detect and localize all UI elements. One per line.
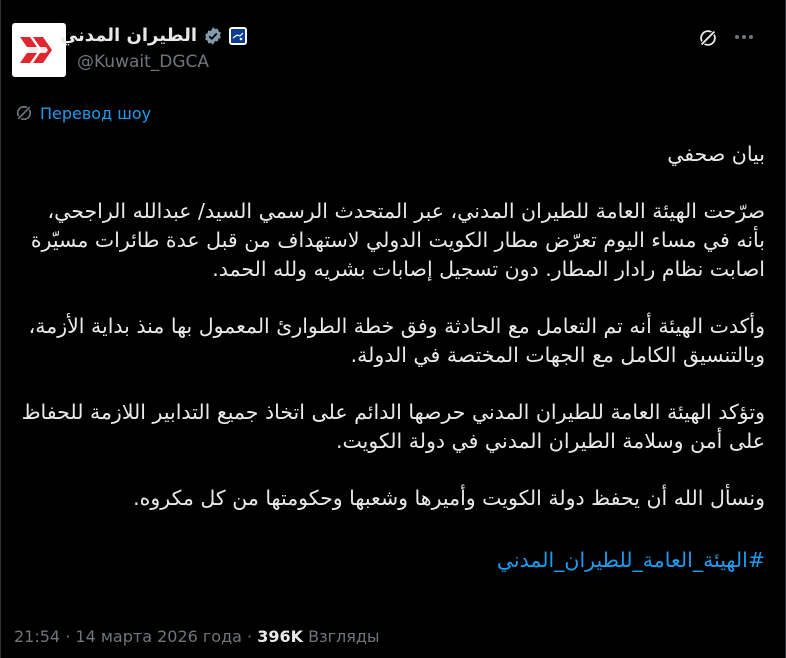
affiliate-badge-icon[interactable] bbox=[229, 27, 247, 45]
translate-row bbox=[14, 103, 151, 123]
hashtag-link[interactable]: #الهيئة_العامة_للطيران_المدني bbox=[496, 548, 765, 572]
more-dots-icon[interactable] bbox=[732, 25, 756, 49]
tweet-date[interactable]: 14 марта 2026 года bbox=[75, 627, 242, 646]
views-count[interactable]: 396K bbox=[257, 627, 304, 646]
tweet-paragraph: ونسأل الله أن يحفظ دولة الكويت وأميرها وشعبها وحكومتها من كل مكروه. bbox=[133, 486, 765, 510]
tweet-paragraph: وتؤكد الهيئة العامة للطيران المدني حرصها الدائم على اتخاذ جميع التدابير اللازمة للحفاظ على أمن وسلامة الطيران المدني في دولة الكويت. bbox=[21, 400, 765, 453]
tweet-title: بيان صحفي bbox=[667, 142, 765, 166]
kuwait-dgca-logo-icon bbox=[20, 37, 58, 63]
views-label: Взгляды bbox=[308, 627, 380, 646]
translate-icon bbox=[14, 103, 34, 123]
meta-separator: · bbox=[65, 627, 71, 646]
tweet-time[interactable]: 21:54 bbox=[14, 627, 61, 646]
tweet-paragraph: صرّحت الهيئة العامة للطيران المدني، عبر المتحدث الرسمي السيد/ عبدالله الراجحي، بأنه في مساء اليوم تعرّض مطار الكويت الدولي لاستهداف من قبل عدة طائرات مسيّرة اصابت نظام رادار المطار. دون تسجيل إصابات بشريه ولله الحمد. bbox=[30, 199, 765, 281]
grok-icon[interactable] bbox=[697, 27, 719, 49]
tweet-paragraph: وأكدت الهيئة أنه تم التعامل مع الحادثة وفق خطة الطوارئ المعمول بها منذ بداية الأزمة، وبالتنسيق الكامل مع الجهات المختصة في الدولة. bbox=[28, 314, 765, 367]
translate-post-link[interactable]: Перевод шоу bbox=[40, 103, 152, 123]
tweet-meta bbox=[14, 627, 380, 646]
author-handle[interactable]: @Kuwait_DGCA bbox=[77, 52, 210, 72]
author-name-row bbox=[60, 25, 247, 46]
avatar[interactable] bbox=[12, 23, 66, 77]
author-display-name[interactable]: الطيران المدني bbox=[59, 25, 197, 46]
meta-separator: · bbox=[247, 627, 253, 646]
tweet-text bbox=[13, 126, 765, 575]
verified-badge-icon bbox=[203, 26, 223, 46]
